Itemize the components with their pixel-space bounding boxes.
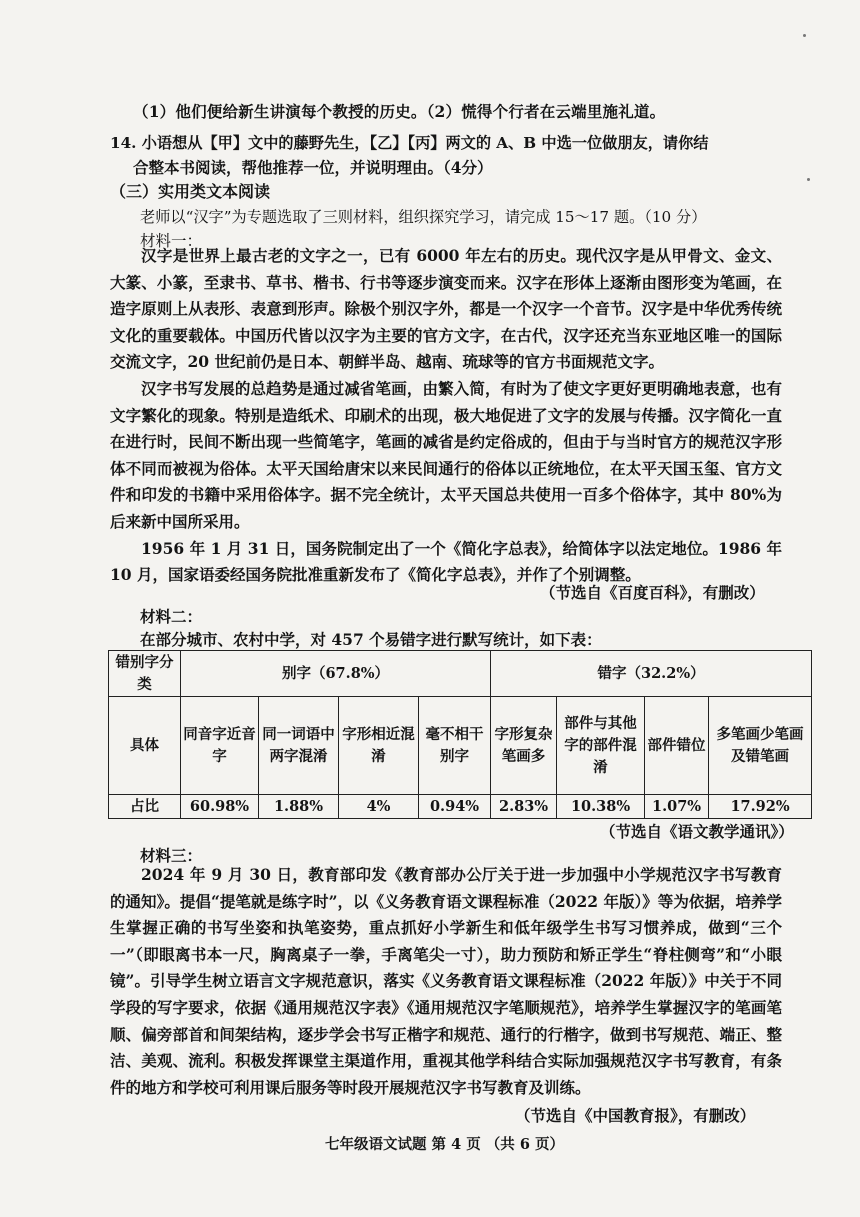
scan-speck <box>807 178 810 181</box>
question-14-line2: 合整本书阅读，帮他推荐一位，并说明理由。（4分） <box>133 158 493 177</box>
table-column-name: 同音字近音字 <box>181 697 259 795</box>
table-group-bieci: 别字（67.8%） <box>181 651 491 697</box>
table-ratio-cell: 4% <box>339 795 419 819</box>
table-column-name: 同一词语中两字混淆 <box>259 697 339 795</box>
scan-speck <box>803 34 806 37</box>
material-2-label: 材料二： <box>140 607 203 626</box>
table-column-name: 多笔画少笔画及错笔画 <box>709 697 812 795</box>
table-header-category: 错别字分类 <box>109 651 181 697</box>
table-ratio-cell: 17.92% <box>709 795 812 819</box>
table-ratio-cell: 1.88% <box>259 795 339 819</box>
table-column-name: 部件与其他字的部件混淆 <box>557 697 645 795</box>
table-ratio-cell: 10.38% <box>557 795 645 819</box>
material-1-paragraph-1: 汉字是世界上最古老的文字之一，已有 6000 年左右的历史。现代汉字是从甲骨文、金文、大篆、小篆，至隶书、草书、楷书、行书等逐步演变而来。汉字在形体上逐渐由图形变为笔画，在造字原则上从表形、表意到形声。除极个别汉字外，都是一个汉字一个音节。汉字是中华优秀传统文化的重要载体。中国历代皆以汉字为主要的官方文字，在古代，汉字还充当东亚地区唯一的国际交流文字，20 世纪前仍是日本、朝鲜半岛、越南、琉球等的官方书面规范文字。 <box>110 246 782 372</box>
material-1-paragraph-3: 1956 年 1 月 31 日，国务院制定出了一个《简化字总表》，给简体字以法定地位。1986 年 10 月，国家语委经国务院批准重新发布了《简化字总表》，并作了个别调整。 <box>110 538 782 585</box>
material-1-paragraph-2: 汉字书写发展的总趋势是通过减省笔画，由繁入简，有时为了使文字更好更明确地表意，也有文字繁化的现象。特别是造纸术、印刷术的出现，极大地促进了文字的发展与传播。汉字简化一直在进行时，民间不断出现一些简笔字，笔画的减省是约定俗成的，但由于与当时官方的规范汉字形体不同而被视为俗体。太平天国给唐宋以来民间通行的俗体以正统地位，在太平天国玉玺、官方文件和印发的书籍中采用俗体字。据不完全统计，太平天国总共使用一百多个俗体字，其中 80%为后来新中国所采用。 <box>110 378 782 531</box>
material-2-source: （节选自《语文教学通讯》） <box>600 822 794 841</box>
material-1-label: 材料一： <box>140 232 203 250</box>
table-group-cuozi: 错字（32.2%） <box>491 651 812 697</box>
error-statistics-table <box>108 650 812 819</box>
table-row-label-ratio: 占比 <box>109 795 181 819</box>
material-3-paragraph-1: 2024 年 9 月 30 日，教育部印发《教育部办公厅关于进一步加强中小学规范汉字书写教育的通知》。提倡“提笔就是练字时”，以《义务教育语文课程标准（2022 年版）》等为依据，培养学生掌握正确的书写坐姿和执笔姿势，重点抓好小学新生和低年级学生书写习惯养成，做到“三个一”（即眼离书本一尺，胸离桌子一拳，手离笔尖一寸），助力预防和矫正学生“脊柱侧弯”和“小眼镜”。引导学生树立语言文字规范意识，落实《义务教育语文课程标准（2022 年版）》中关于不同学段的写字要求，依据《通用规范汉字表》《通用规范汉字笔顺规范》，培养学生掌握汉字的笔画笔顺、偏旁部首和间架结构，逐步学会书写正楷字和规范、通行的行楷字，做到书写规范、端正、整洁、美观、流利。积极发挥课堂主渠道作用，重视其他学科结合实际加强规范汉字书写教育，有条件的地方和学校可利用课后服务等时段开展规范汉字书写教育及训练。 <box>110 865 782 1097</box>
material-3-label: 材料三： <box>140 846 203 865</box>
table-column-name: 部件错位 <box>645 697 709 795</box>
material-3-source: （节选自《中国教育报》，有删改） <box>515 1106 756 1125</box>
previous-question-line: （1）他们便给新生讲演每个教授的历史。（2）慌得个行者在云端里施礼道。 <box>133 102 666 121</box>
table-column-name: 字形复杂笔画多 <box>491 697 557 795</box>
material-3-body <box>110 862 782 1101</box>
page-footer: 七年级语文试题 第 4 页 （共 6 页） <box>325 1136 564 1153</box>
table-ratio-cell: 2.83% <box>491 795 557 819</box>
material-2-intro: 在部分城市、农村中学，对 457 个易错字进行默写统计，如下表： <box>140 630 602 649</box>
section-title: （三）实用类文本阅读 <box>110 182 271 201</box>
table-row-label-detail: 具体 <box>109 697 181 795</box>
table-ratio-cell: 1.07% <box>645 795 709 819</box>
material-1-source: （节选自《百度百科》，有删改） <box>540 583 765 602</box>
question-14-line1: 14. 小语想从【甲】文中的藤野先生，【乙】【丙】两文的 A、B 中选一位做朋友，请你结 <box>110 134 709 152</box>
table-ratio-cell: 0.94% <box>419 795 491 819</box>
table-ratio-cell: 60.98% <box>181 795 259 819</box>
table-column-name: 毫不相干别字 <box>419 697 491 795</box>
section-intro: 老师以“汉字”为专题选取了三则材料，组织探究学习，请完成 15～17 题。（10 分） <box>140 208 707 226</box>
material-1-body <box>110 243 782 589</box>
table-column-name: 字形相近混淆 <box>339 697 419 795</box>
